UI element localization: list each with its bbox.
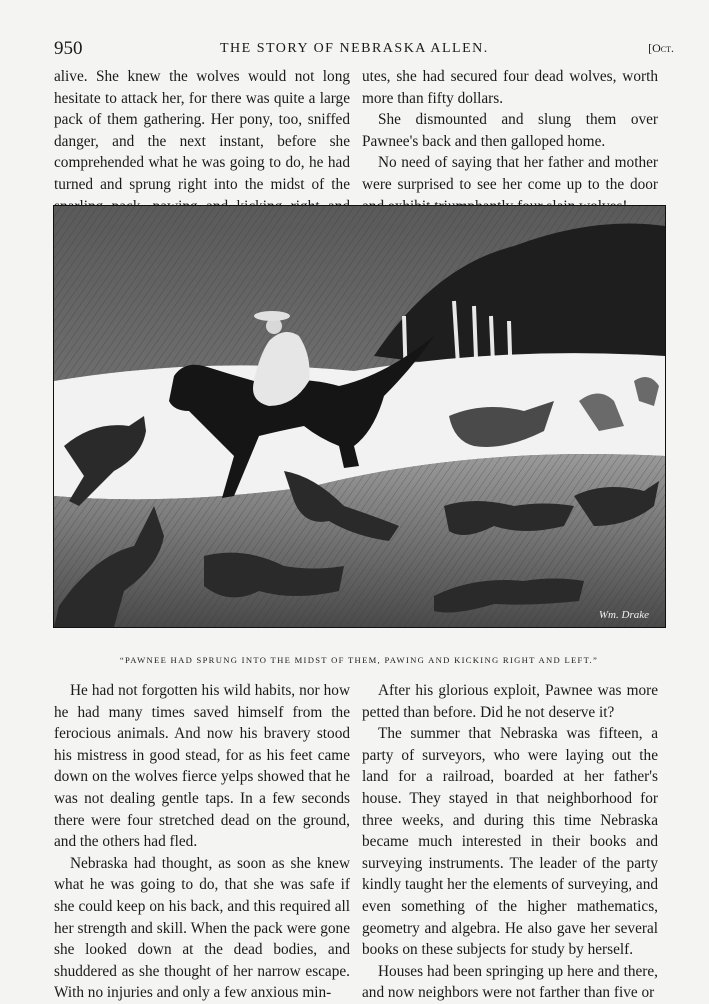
- paragraph: After his glorious exploit, Pawnee was more petted than before. Did he not deserve it?: [362, 682, 658, 721]
- illustration-caption: “PAWNEE HAD SPRUNG INTO THE MIDST OF THEM, PAWING AND KICKING RIGHT AND LEFT.”: [119, 655, 599, 665]
- column-bottom-left: [54, 680, 350, 1004]
- paragraph: utes, she had secured four dead wolves, worth more than fifty dollars.: [362, 68, 658, 107]
- paragraph: No need of saying that her father and mother were surprised to see her come up to the door: [362, 154, 658, 193]
- page-number: 950: [54, 38, 83, 59]
- paragraph: Nebraska had thought, as soon as she knew what he was going to do, that she was safe if she could keep on his back, and this required all her strength and skill. When the pack were gone she looked down at the dead bodies, and shuddered as she thought of her narrow escape. With no injuries and only a few anxious min-: [54, 854, 350, 1002]
- running-header: [54, 38, 674, 60]
- paragraph: He had not forgotten his wild habits, nor how he had many times saved himself from the ferocious animals. And now his bravery stood his mistress in good stead, for as his feet came down on the wolves fierce yelps showed that he was not dealing gentle taps. In a few seconds there were four stretched dead on the ground, and the others had fled.: [54, 682, 350, 851]
- column-bottom-right: [362, 680, 658, 1004]
- paragraph: Houses had been springing up here and there, and now neighbors were not farther than five or: [362, 962, 658, 1002]
- column-top-right: [362, 66, 658, 217]
- paragraph: alive. She knew the wolves would not long hesitate to attack her, for there was quite a large pack of them gathering. Her pony, too, sniffed danger, and the next instant, before she comprehended what he was going to do, he had turned and sprung right into the midst of the: [54, 68, 350, 193]
- artist-signature: Wm. Drake: [598, 609, 649, 621]
- engraving-illustration: [53, 205, 666, 628]
- paragraph: She dismounted and slung them over Pawnee's back and then galloped home.: [362, 111, 658, 150]
- paragraph: The summer that Nebraska was fifteen, a party of surveyors, who were laying out the land for a railroad, boarded at her father's house. They stayed in that neighborhood for three weeks, and during this time Nebraska became much interested in their books and surveying instruments. The leader of the party kindly taught her the elements of surveying, and even something of the higher mathematics, geometry and algebra. He also gave her several books on these subjects for study by herself.: [362, 725, 658, 959]
- running-title: THE STORY OF NEBRASKA ALLEN.: [220, 41, 489, 56]
- issue-month: [Oct.: [648, 41, 674, 55]
